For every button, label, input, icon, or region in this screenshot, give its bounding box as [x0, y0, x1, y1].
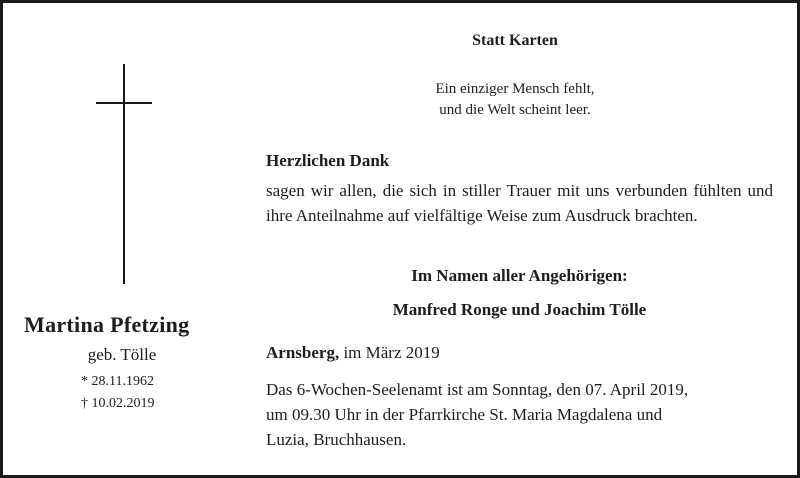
cross-vertical-bar — [123, 64, 125, 284]
quote-line: und die Welt scheint leer. — [439, 102, 591, 118]
birth-date: * 28.11.1962 — [81, 374, 154, 389]
notice-date: im März 2019 — [343, 343, 440, 362]
quote-line: Ein einziger Mensch fehlt, — [435, 81, 595, 97]
service-line: Das 6-Wochen-Seelenamt ist am Sonntag, den 07. April 2019, — [266, 380, 689, 399]
family-names: Manfred Ronge und Joachim Tölle — [392, 300, 647, 319]
quote — [380, 79, 650, 121]
place-name: Arnsberg, — [266, 343, 340, 362]
cross-horizontal-bar — [96, 102, 152, 104]
service-line: Luzia, Bruchhausen. — [266, 430, 407, 449]
thanks-heading: Herzlichen Dank — [266, 151, 390, 170]
thanks-text: sagen wir allen, die sich in stiller Trauer mit uns verbunden fühlten und ihre Anteilnahme auf vielfältige Weise zum Ausdruck brachten. — [266, 181, 773, 225]
notice-heading: Statt Karten — [472, 32, 558, 49]
death-date: † 10.02.2019 — [81, 396, 155, 411]
place-date-line — [266, 343, 440, 363]
on-behalf-line: Im Namen aller Angehörigen: — [411, 266, 628, 285]
service-announcement — [266, 377, 776, 452]
service-line: um 09.30 Uhr in der Pfarrkirche St. Maria Magdalena und — [266, 405, 663, 424]
deceased-name: Martina Pfetzing — [24, 312, 190, 337]
birth-name: geb. Tölle — [87, 345, 157, 364]
